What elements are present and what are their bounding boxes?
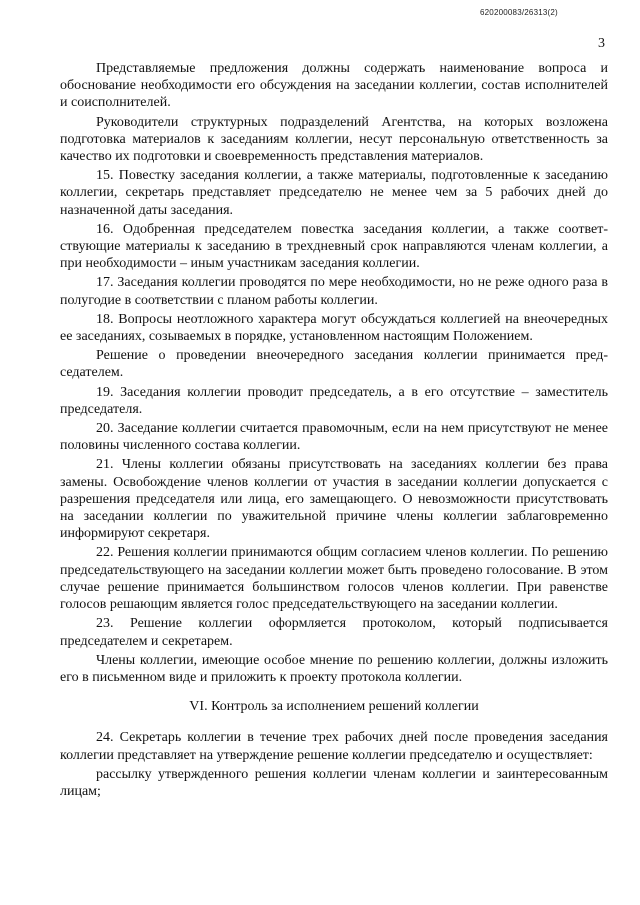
paragraph: 21. Члены коллегии обязаны присутствовать на заседаниях коллегии без права замены. Освобождение членов коллегии от участия в заседании коллегии допускается с разрешения председателя или лица, его замещающего. О невозможности присутствовать на заседании коллегии по уважительной причине члены коллегии заблаговременно информируют секретаря. bbox=[60, 457, 608, 542]
paragraph: 24. Секретарь коллегии в течение трех рабочих дней после проведения заседания коллегии представляет на утверждение решение коллегии председателю и осуществляет: bbox=[60, 730, 608, 763]
paragraph: Руководители структурных подразделений Агентства, на которых возложена подготовка материалов к заседаниям коллегии, несут персональную ответственность за качество их подготовки и своевременность представления материалов. bbox=[60, 114, 608, 165]
paragraph: 19. Заседания коллегии проводит председатель, а в его отсутствие – заместитель председателя. bbox=[60, 384, 608, 417]
paragraph: 22. Решения коллегии принимаются общим согласием членов коллегии. По решению председательствующего на заседании коллегии может быть проведено голосование. В этом случае решение принимается большинством голосов членов коллегии. При равенстве голосов решающим является голос председательствующего на заседании коллегии. bbox=[60, 545, 608, 613]
paragraph: Представляемые предложения должны содержать наименование вопроса и обоснование необходимости его обсуждения на заседании коллегии, состав исполнителей и соисполнителей. bbox=[60, 61, 608, 111]
paragraph: 15. Повестку заседания коллегии, а также материалы, подготовленные к заседанию коллегии, секретарь представляет председателю не менее чем за 5 рабочих дней до назначенной даты заседания. bbox=[60, 168, 608, 218]
paragraph: 16. Одобренная председателем повестка заседания коллегии, а также соответствующие материалы к заседанию в трехдневный срок направляются членам коллегии, а при необходимости – иным участникам заседания коллегии. bbox=[60, 221, 608, 272]
paragraph: 23. Решение коллегии оформляется протоколом, который подписывается председателем и секретарем. bbox=[60, 616, 608, 649]
paragraph: 20. Заседание коллегии считается правомочным, если на нем присутствуют не менее половины численного состава коллегии. bbox=[60, 421, 608, 454]
paragraph: Решение о проведении внеочередного заседания коллегии принимается председателем. bbox=[60, 348, 608, 381]
paragraph: Члены коллегии, имеющие особое мнение по решению коллегии, должны изложить его в письменном виде и приложить к проекту протокола коллегии. bbox=[60, 652, 608, 685]
paragraph: 18. Вопросы неотложного характера могут обсуждаться коллегией на внеочередных ее заседаниях, созываемых в порядке, установленном настоящим Положением. bbox=[60, 311, 608, 345]
section-heading: VI. Контроль за исполнением решений коллегии bbox=[189, 699, 479, 715]
document-number: 620200083/26313(2) bbox=[480, 8, 558, 17]
document-body bbox=[60, 60, 608, 802]
page-number: 3 bbox=[598, 36, 605, 51]
paragraph: 17. Заседания коллегии проводятся по мере необходимости, но не реже одного раза в полугодие в соответствии с планом работы коллегии. bbox=[60, 275, 608, 308]
paragraph: рассылку утвержденного решения коллегии членам коллегии и заинтересованным лицам; bbox=[60, 766, 608, 799]
